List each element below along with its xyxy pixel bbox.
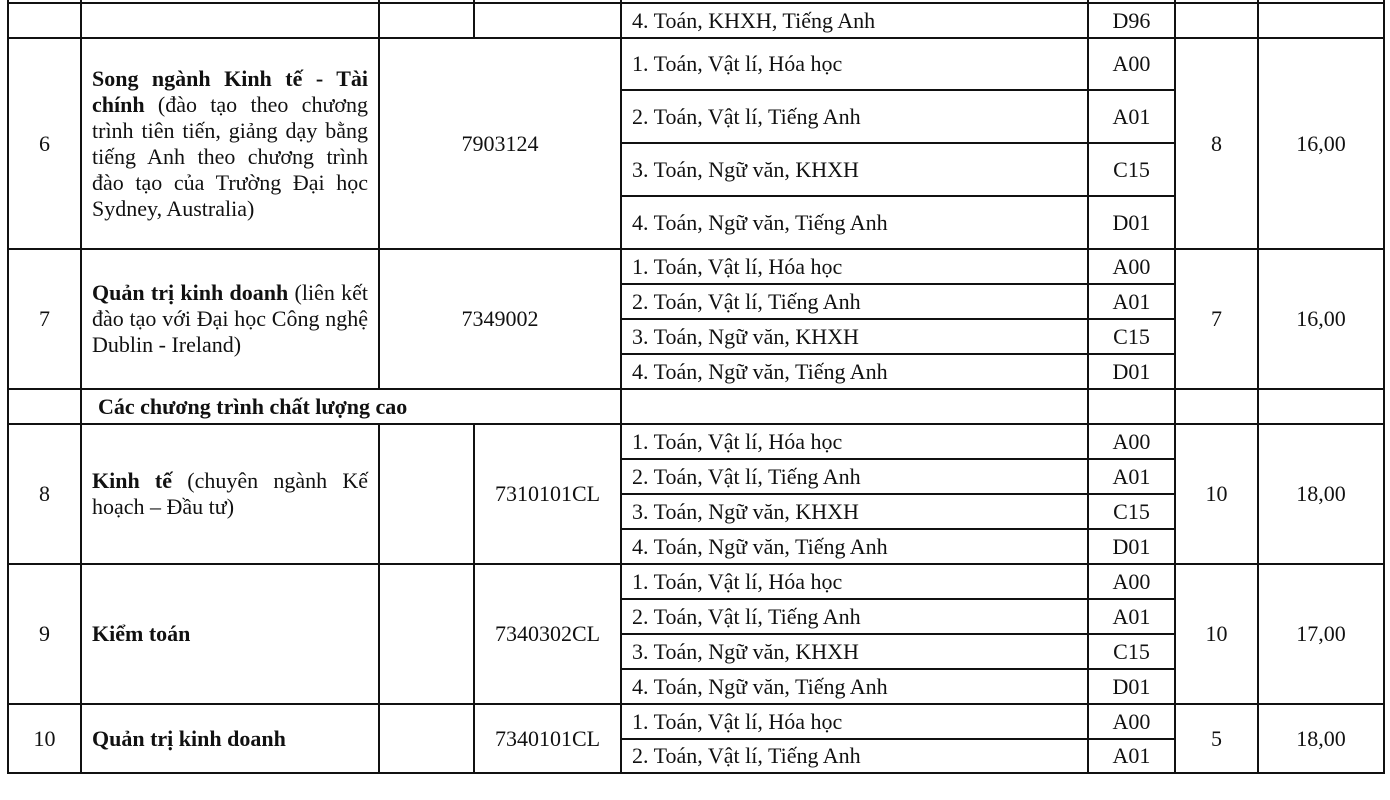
subject-combo: 4. Toán, KHXH, Tiếng Anh xyxy=(621,3,1088,38)
combo-code: D96 xyxy=(1088,3,1175,38)
combo-code: A00 xyxy=(1088,424,1175,459)
subject-combo: 3. Toán, Ngữ văn, KHXH xyxy=(621,319,1088,354)
combo-code: C15 xyxy=(1088,494,1175,529)
program-number: 10 xyxy=(8,704,81,773)
table-row xyxy=(8,564,1384,599)
combo-code: D01 xyxy=(1088,529,1175,564)
subject-combo: 1. Toán, Vật lí, Hóa học xyxy=(621,704,1088,739)
empty-cell xyxy=(1175,389,1258,424)
combo-code: D01 xyxy=(1088,669,1175,704)
program-name xyxy=(81,249,379,389)
program-name xyxy=(81,704,379,773)
combo-code: A01 xyxy=(1088,90,1175,143)
table-row xyxy=(8,704,1384,739)
combo-code: A01 xyxy=(1088,739,1175,773)
quota-value: 5 xyxy=(1175,704,1258,773)
combo-code: A01 xyxy=(1088,459,1175,494)
document-page xyxy=(7,0,1385,774)
admission-table xyxy=(7,0,1385,774)
section-label: Các chương trình chất lượng cao xyxy=(81,389,621,424)
combo-code: A01 xyxy=(1088,284,1175,319)
subject-combo: 1. Toán, Vật lí, Hóa học xyxy=(621,249,1088,284)
program-number: 7 xyxy=(8,249,81,389)
table-row xyxy=(8,249,1384,284)
subject-combo: 2. Toán, Vật lí, Tiếng Anh xyxy=(621,284,1088,319)
subject-combo: 3. Toán, Ngữ văn, KHXH xyxy=(621,634,1088,669)
subject-combo: 3. Toán, Ngữ văn, KHXH xyxy=(621,143,1088,196)
combo-code: A00 xyxy=(1088,249,1175,284)
section-row xyxy=(8,389,1384,424)
subject-combo: 4. Toán, Ngữ văn, Tiếng Anh xyxy=(621,669,1088,704)
score-value: 18,00 xyxy=(1258,704,1384,773)
program-name xyxy=(81,38,379,249)
empty-cell xyxy=(8,389,81,424)
combo-code: D01 xyxy=(1088,196,1175,249)
program-name xyxy=(81,424,379,564)
combo-code: C15 xyxy=(1088,143,1175,196)
table-row xyxy=(8,38,1384,90)
score-value: 16,00 xyxy=(1258,38,1384,249)
combo-code: D01 xyxy=(1088,354,1175,389)
program-name xyxy=(81,564,379,704)
combo-code: A01 xyxy=(1088,599,1175,634)
subject-combo: 1. Toán, Vật lí, Hóa học xyxy=(621,424,1088,459)
program-name-bold: Kiểm toán xyxy=(92,621,191,646)
subject-combo: 2. Toán, Vật lí, Tiếng Anh xyxy=(621,459,1088,494)
subject-combo: 4. Toán, Ngữ văn, Tiếng Anh xyxy=(621,196,1088,249)
combo-code: A00 xyxy=(1088,564,1175,599)
table-row xyxy=(8,424,1384,459)
quota-value: 7 xyxy=(1175,249,1258,389)
subject-combo: 1. Toán, Vật lí, Hóa học xyxy=(621,564,1088,599)
program-code: 7340101CL xyxy=(474,704,621,773)
score-value: 18,00 xyxy=(1258,424,1384,564)
score-value: 17,00 xyxy=(1258,564,1384,704)
combo-code: A00 xyxy=(1088,38,1175,90)
program-name-detail: (đào tạo theo chương trình tiên tiến, giảng dạy bằng tiếng Anh theo chương trình đào tạo của Trường Đại học Sydney, Australia) xyxy=(92,91,368,221)
subject-combo: 1. Toán, Vật lí, Hóa học xyxy=(621,38,1088,90)
empty-cell xyxy=(379,564,474,704)
program-code: 7340302CL xyxy=(474,564,621,704)
empty-cell xyxy=(379,704,474,773)
score-value: 16,00 xyxy=(1258,249,1384,389)
program-name-bold: Kinh tế xyxy=(92,468,173,493)
combo-code: A00 xyxy=(1088,704,1175,739)
empty-cell xyxy=(1258,389,1384,424)
program-number: 6 xyxy=(8,38,81,249)
combo-code: C15 xyxy=(1088,319,1175,354)
program-code: 7349002 xyxy=(379,249,621,389)
program-name-bold: Song ngành Kinh tế - Tài chính xyxy=(92,65,368,117)
quota-value: 8 xyxy=(1175,38,1258,249)
combo-code: C15 xyxy=(1088,634,1175,669)
quota-value: 10 xyxy=(1175,424,1258,564)
subject-combo: 4. Toán, Ngữ văn, Tiếng Anh xyxy=(621,354,1088,389)
program-name-bold: Quản trị kinh doanh xyxy=(92,280,289,305)
subject-combo: 2. Toán, Vật lí, Tiếng Anh xyxy=(621,739,1088,773)
quota-value: 10 xyxy=(1175,564,1258,704)
subject-combo: 3. Toán, Ngữ văn, KHXH xyxy=(621,494,1088,529)
empty-cell xyxy=(379,424,474,564)
program-name-detail: (liên kết đào tạo với Đại học Công nghệ Dublin - Ireland) xyxy=(92,280,368,357)
program-number: 9 xyxy=(8,564,81,704)
subject-combo: 2. Toán, Vật lí, Tiếng Anh xyxy=(621,599,1088,634)
empty-cell xyxy=(1088,389,1175,424)
program-name-bold: Quản trị kinh doanh xyxy=(92,725,286,751)
subject-combo: 4. Toán, Ngữ văn, Tiếng Anh xyxy=(621,529,1088,564)
program-name-detail: (chuyên ngành Kế hoạch – Đầu tư) xyxy=(92,468,368,519)
program-code: 7310101CL xyxy=(474,424,621,564)
empty-cell xyxy=(621,389,1088,424)
subject-combo: 2. Toán, Vật lí, Tiếng Anh xyxy=(621,90,1088,143)
program-code: 7903124 xyxy=(379,38,621,249)
table-row xyxy=(8,3,1384,38)
program-number: 8 xyxy=(8,424,81,564)
